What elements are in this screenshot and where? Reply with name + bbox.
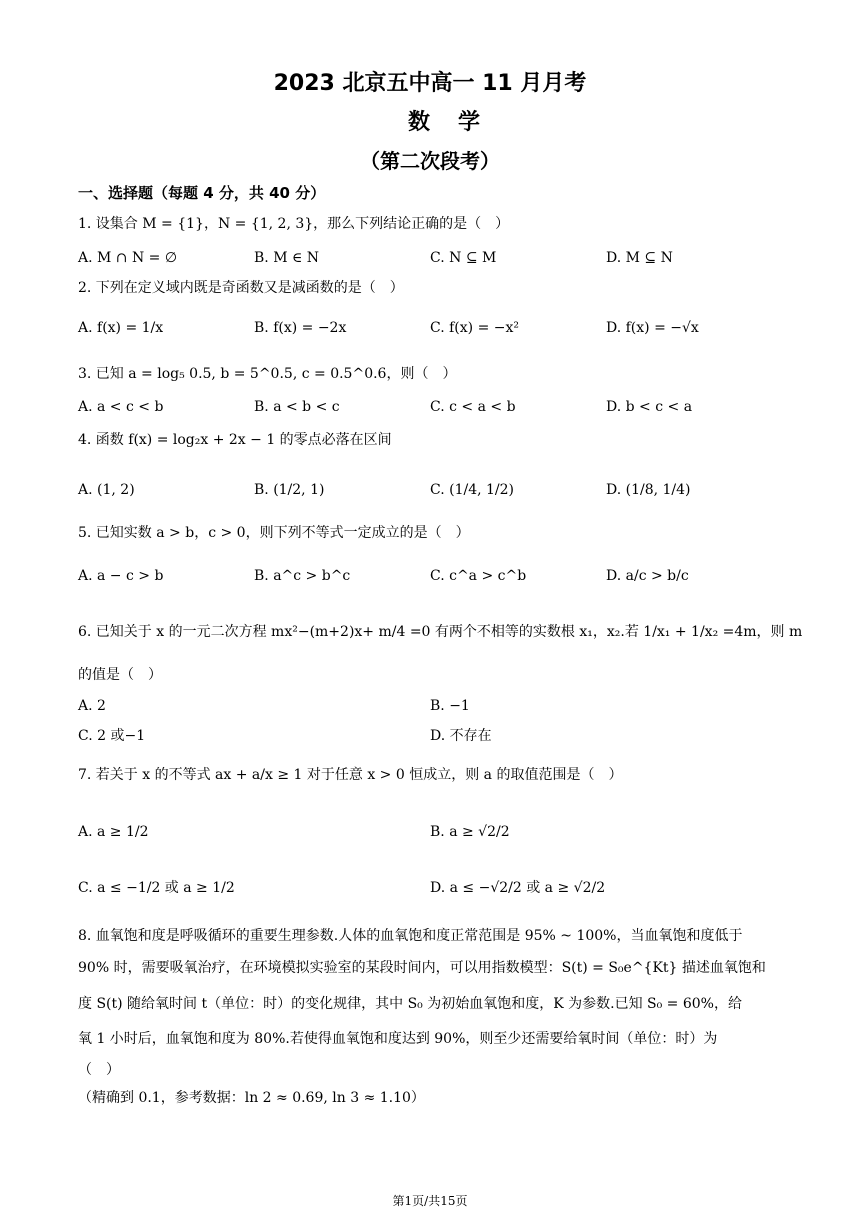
question-3-option-c: C. c < a < b	[430, 399, 516, 415]
question-3-option-d: D. b < c < a	[606, 399, 693, 415]
question-7-option-b: B. a ≥ √2/2	[430, 824, 510, 840]
question-8-line-3: 度 S(t) 随给氧时间 t（单位：时）的变化规律，其中 S₀ 为初始血氧饱和度，K 为参数.已知 S₀ = 60%，给	[78, 996, 742, 1012]
question-3-stem: 3. 已知 a = log₅ 0.5, b = 5^0.5, c = 0.5^0.6，则（ ）	[78, 366, 457, 382]
question-6-stem-cont: 的值是（ ）	[78, 667, 162, 683]
question-7-option-c: C. a ≤ −1/2 或 a ≥ 1/2	[78, 880, 235, 896]
subject-title: 数学	[407, 110, 508, 135]
question-3-option-a: A. a < c < b	[78, 399, 164, 415]
question-1-option-d: D. M ⊆ N	[606, 250, 673, 266]
question-1-option-b: B. M ∈ N	[254, 250, 320, 266]
question-5-option-c: C. c^a > c^b	[430, 568, 527, 584]
question-2-option-c: C. f(x) = −x²	[430, 320, 519, 336]
question-4-stem: 4. 函数 f(x) = log₂x + 2x − 1 的零点必落在区间	[78, 432, 392, 448]
question-7-option-a: A. a ≥ 1/2	[78, 824, 149, 840]
question-2-stem: 2. 下列在定义域内既是奇函数又是减函数的是（ ）	[78, 280, 404, 296]
question-8-line-1: 8. 血氧饱和度是呼吸循环的重要生理参数.人体的血氧饱和度正常范围是 95% ~ 100%，当血氧饱和度低于	[78, 928, 743, 944]
question-8-note: （精确到 0.1，参考数据：ln 2 ≈ 0.69, ln 3 ≈ 1.10）	[78, 1090, 425, 1106]
question-5-stem: 5. 已知实数 a > b，c > 0，则下列不等式一定成立的是（ ）	[78, 525, 470, 541]
question-7-stem: 7. 若关于 x 的不等式 ax + a/x ≥ 1 对于任意 x > 0 恒成立，则 a 的取值范围是（ ）	[78, 767, 623, 783]
question-6-stem: 6. 已知关于 x 的一元二次方程 mx²−(m+2)x+ m/4 =0 有两个不相等的实数根 x₁，x₂.若 1/x₁ + 1/x₂ =4m，则 m	[78, 624, 803, 640]
question-1-option-c: C. N ⊆ M	[430, 250, 497, 266]
question-5-option-b: B. a^c > b^c	[254, 568, 351, 584]
question-4-option-d: D. (1/8, 1/4)	[606, 482, 691, 498]
question-6-option-d: D. 不存在	[430, 728, 492, 744]
question-5-option-a: A. a − c > b	[78, 568, 164, 584]
question-8-line-2: 90% 时，需要吸氧治疗，在环境模拟实验室的某段时间内，可以用指数模型：S(t) = S₀e^{Kt} 描述血氧饱和	[78, 960, 766, 976]
question-4-option-a: A. (1, 2)	[78, 482, 135, 498]
question-1-option-a: A. M ∩ N = ∅	[78, 250, 178, 266]
section-heading: 一、选择题（每题 4 分，共 40 分）	[78, 184, 326, 202]
question-1-stem: 1. 设集合 M = {1}，N = {1, 2, 3}，那么下列结论正确的是（ ）	[78, 216, 510, 232]
question-2-option-d: D. f(x) = −√x	[606, 320, 699, 336]
question-4-option-c: C. (1/4, 1/2)	[430, 482, 514, 498]
question-7-option-d: D. a ≤ −√2/2 或 a ≥ √2/2	[430, 880, 606, 896]
question-8-line-5: （ ）	[78, 1062, 120, 1078]
question-2-option-a: A. f(x) = 1/x	[78, 320, 164, 336]
question-6-option-c: C. 2 或−1	[78, 728, 146, 744]
exam-subtitle: （第二次段考）	[360, 149, 500, 173]
question-5-option-d: D. a/c > b/c	[606, 568, 689, 584]
question-4-option-b: B. (1/2, 1)	[254, 482, 325, 498]
question-8-line-4: 氧 1 小时后，血氧饱和度为 80%.若使得血氧饱和度达到 90%，则至少还需要给氧时间（单位：时）为	[78, 1031, 718, 1047]
question-6-option-a: A. 2	[78, 698, 106, 714]
page-footer: 第1页/共15页	[392, 1194, 468, 1208]
exam-title: 2023 北京五中高一 11 月月考	[273, 71, 587, 96]
question-3-option-b: B. a < b < c	[254, 399, 340, 415]
question-2-option-b: B. f(x) = −2x	[254, 320, 347, 336]
question-6-option-b: B. −1	[430, 698, 470, 714]
